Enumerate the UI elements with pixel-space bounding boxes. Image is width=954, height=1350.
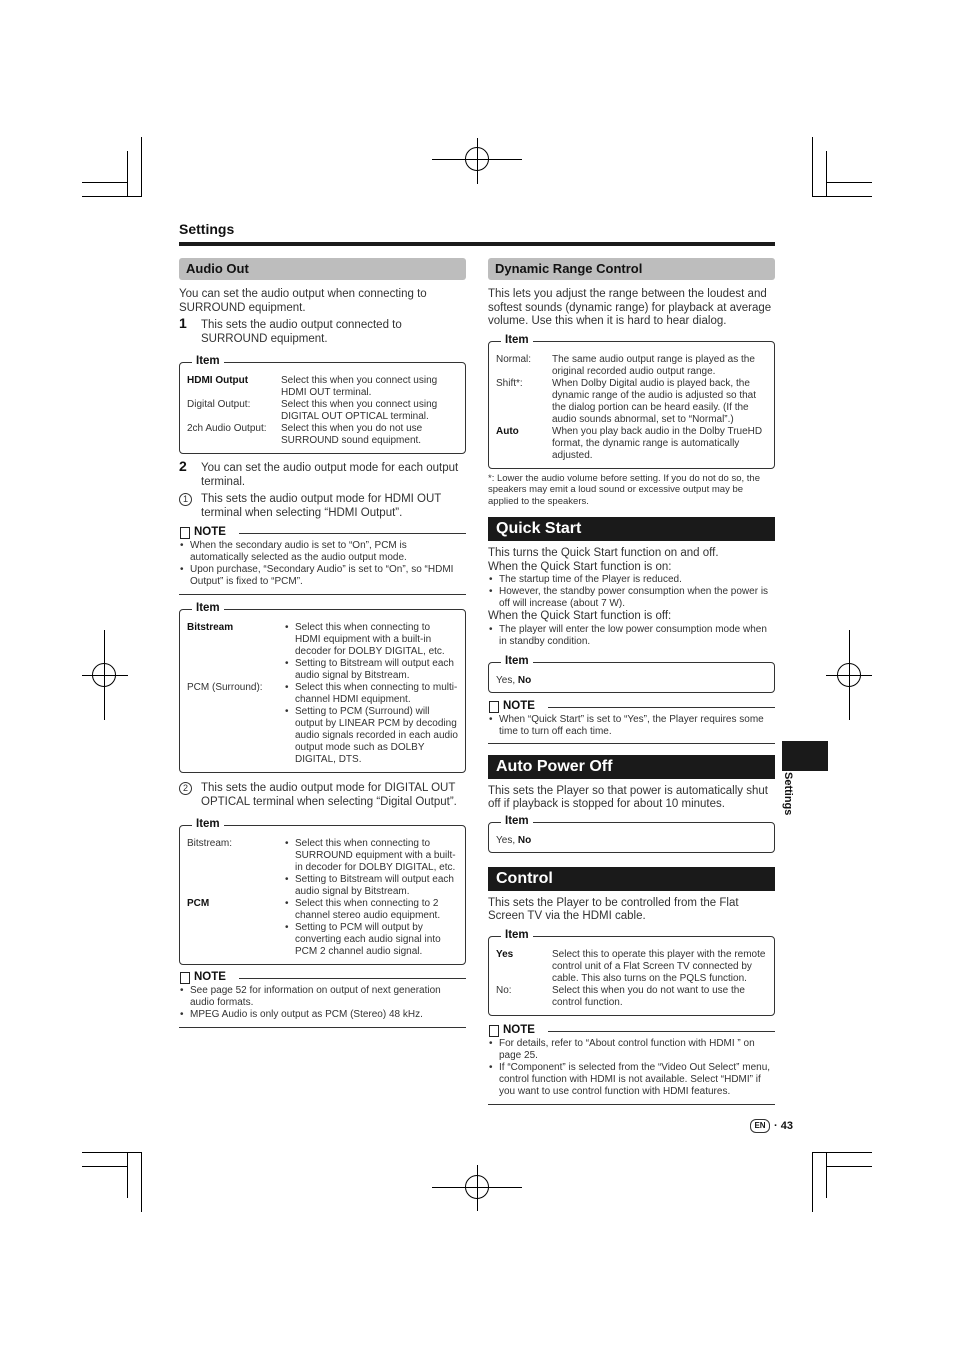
note-bullet: • See page 52 for information on output of next generation audio formats.	[179, 985, 466, 1009]
step-number: 1	[179, 315, 187, 331]
crop-mark	[82, 182, 128, 183]
crop-mark	[82, 196, 142, 197]
note-bullet: • Upon purchase, “Secondary Audio” is set to “On”, so “HDMI Output” is fixed to “PCM”.	[179, 564, 466, 588]
circled-number: 1	[179, 493, 192, 506]
item-row: PCM (Surround): • Select this when connecting to multi-channel HDMI equipment. • Setting to PCM (Surround) will output by LINEAR PCM by decoding audio signals recorded in each audio output mode such as DOLBY DIGITAL, DTS.	[187, 682, 458, 766]
item-options: Yes, No	[496, 674, 532, 686]
sub-step-2	[179, 782, 466, 809]
audio-out-intro: You can set the audio output when connecting to SURROUND equipment.	[179, 288, 427, 314]
quick-start-heading: Quick Start	[488, 517, 775, 541]
step-text: This sets the audio output mode for HDMI OUT terminal when selecting “HDMI Output”.	[201, 493, 442, 519]
item-box-optical-mode	[179, 818, 466, 965]
note-bullet: • If “Component” is selected from the “Video Out Select” menu, control function with HDMI is not available. Select “HDMI” if you want to use control function with HDMI features.	[488, 1062, 775, 1098]
item-row: HDMI Output Select this when you connect using HDMI OUT terminal.	[187, 375, 438, 398]
item-label: Item	[501, 655, 533, 667]
side-tab-label: Settings	[782, 772, 794, 816]
audio-out-heading: Audio Out	[179, 258, 466, 280]
item-box-output	[179, 355, 466, 454]
crop-mark	[812, 196, 872, 197]
step-2	[179, 458, 466, 489]
note-bullet: • When “Quick Start” is set to “Yes”, the Player requires some time to turn off each time.	[488, 714, 775, 738]
crop-mark	[812, 1152, 813, 1212]
step-text: You can set the audio output mode for each output terminal.	[201, 462, 459, 488]
item-options: Yes, No	[496, 834, 532, 846]
item-label: Item	[192, 355, 224, 367]
item-label: Item	[501, 815, 533, 827]
item-row: Digital Output: Select this when you connect using DIGITAL OUT OPTICAL terminal.	[187, 399, 438, 422]
item-box-quick-start	[488, 654, 775, 693]
item-box-auto-power-off	[488, 814, 775, 853]
note-bullet: • MPEG Audio is only output as PCM (Stereo) 48 kHz.	[179, 1009, 466, 1021]
item-row: Shift*: When Dolby Digital audio is played back, the dynamic range of the audio is adjusted so that the dialog portion can be heard easily. (If the audio sounds abnormal, set to “Normal”.)	[496, 377, 757, 425]
item-row: PCM • Select this when connecting to 2 channel stereo audio equipment. • Setting to PCM will output by converting each audio signal into PCM 2 channel audio signal.	[187, 898, 458, 958]
crop-mark	[141, 137, 142, 197]
step-1	[179, 315, 466, 346]
crop-mark	[127, 1152, 128, 1198]
item-row: Auto When you play back audio in the Dolby TrueHD format, the dynamic range is automatically adjusted.	[496, 425, 763, 461]
item-box-drc	[488, 333, 775, 469]
control-intro: This sets the Player to be controlled from the Flat Screen TV via the HDMI cable.	[488, 896, 739, 922]
step-text: This sets the audio output connected to SURROUND equipment.	[201, 319, 402, 345]
crop-mark	[82, 1152, 142, 1153]
crop-mark	[141, 1152, 142, 1212]
right-column	[488, 258, 775, 1105]
registration-target-icon	[837, 663, 861, 687]
title-rule	[179, 242, 775, 246]
crop-mark	[812, 137, 813, 197]
crop-mark	[826, 151, 827, 197]
registration-target-icon	[92, 663, 116, 687]
item-label: Item	[192, 818, 224, 830]
crop-mark	[826, 1166, 872, 1167]
note-icon	[489, 1025, 499, 1037]
language-badge: EN	[750, 1119, 770, 1133]
sub-step-1	[179, 493, 466, 520]
crop-mark	[127, 151, 128, 197]
audio-out-column	[179, 258, 466, 1028]
item-box-control	[488, 928, 775, 1016]
side-tab-marker	[782, 741, 828, 771]
note-bullet: • When the secondary audio is set to “On”, PCM is automatically selected as the audio output mode.	[179, 540, 466, 564]
auto-power-off-heading: Auto Power Off	[488, 755, 775, 779]
item-label: Item	[501, 929, 533, 941]
crop-mark	[82, 1166, 128, 1167]
quick-start-bullet: • However, the standby power consumption when the power is off will increase (about 7 W).	[488, 586, 775, 610]
item-row: Normal: The same audio output range is played as the original recorded audio output range.	[496, 353, 755, 377]
note-header: NOTE	[179, 971, 466, 985]
quick-start-bullet: • The player will enter the low power consumption mode when in standby condition.	[488, 624, 775, 648]
registration-target-icon	[465, 147, 489, 171]
crop-mark	[826, 1152, 827, 1198]
item-row: Bitstream • Select this when connecting to HDMI equipment with a built-in decoder for DOLBY DIGITAL, etc. • Setting to Bitstream will output each audio signal by Bitstream.	[187, 622, 458, 682]
item-box-hdmi-mode	[179, 602, 466, 773]
drc-intro: This lets you adjust the range between the loudest and softest sounds (dynamic range) for playback at average volume. Use this when it is hard to hear dialog.	[488, 288, 772, 327]
note-bullet: • For details, refer to “About control function with HDMI ” on page 25.	[488, 1038, 775, 1062]
note-header: NOTE	[179, 526, 466, 540]
item-row: Yes Select this to operate this player with the remote control unit of a Flat Screen TV connected by cable. This also turns on the PQLS function.	[496, 948, 766, 984]
crop-mark	[812, 1152, 872, 1153]
auto-power-off-intro: This sets the Player so that power is automatically shut off if playback is stopped for about 10 minutes.	[488, 784, 768, 810]
step-text: This sets the audio output mode for DIGITAL OUT OPTICAL terminal when selecting “Digital Output”.	[201, 782, 457, 808]
item-label: Item	[501, 334, 533, 346]
section-title: Settings	[179, 221, 235, 237]
note-header: NOTE	[488, 700, 775, 714]
item-row: 2ch Audio Output: Select this when you do not use SURROUND sound equipment.	[187, 423, 423, 446]
quick-start-on-head: When the Quick Start function is on:	[488, 560, 672, 573]
step-number: 2	[179, 458, 187, 474]
item-label: Item	[192, 602, 224, 614]
item-row: No: Select this when you do not want to use the control function.	[496, 984, 745, 1008]
circled-number: 2	[179, 782, 192, 795]
note-icon	[180, 527, 190, 539]
note-header: NOTE	[488, 1024, 775, 1038]
note-icon	[489, 701, 499, 713]
page-number: EN · 43	[750, 1119, 793, 1133]
item-row: Bitstream: • Select this when connecting to SURROUND equipment with a built-in decoder for DOLBY DIGITAL, etc. • Setting to Bitstream will output each audio signal by Bitstream.	[187, 838, 458, 898]
crop-mark	[826, 182, 872, 183]
drc-footnote: *: Lower the audio volume before setting. If you do not do so, the speakers may emit a loud sound or excessive output may be applied to the speakers.	[488, 472, 760, 507]
quick-start-bullet: • The startup time of the Player is reduced.	[488, 574, 775, 586]
drc-heading: Dynamic Range Control	[488, 258, 775, 280]
quick-start-intro: This turns the Quick Start function on and off.	[488, 547, 719, 559]
note-icon	[180, 972, 190, 984]
registration-target-icon	[465, 1175, 489, 1199]
quick-start-off-head: When the Quick Start function is off:	[488, 610, 672, 622]
control-heading: Control	[488, 867, 775, 891]
